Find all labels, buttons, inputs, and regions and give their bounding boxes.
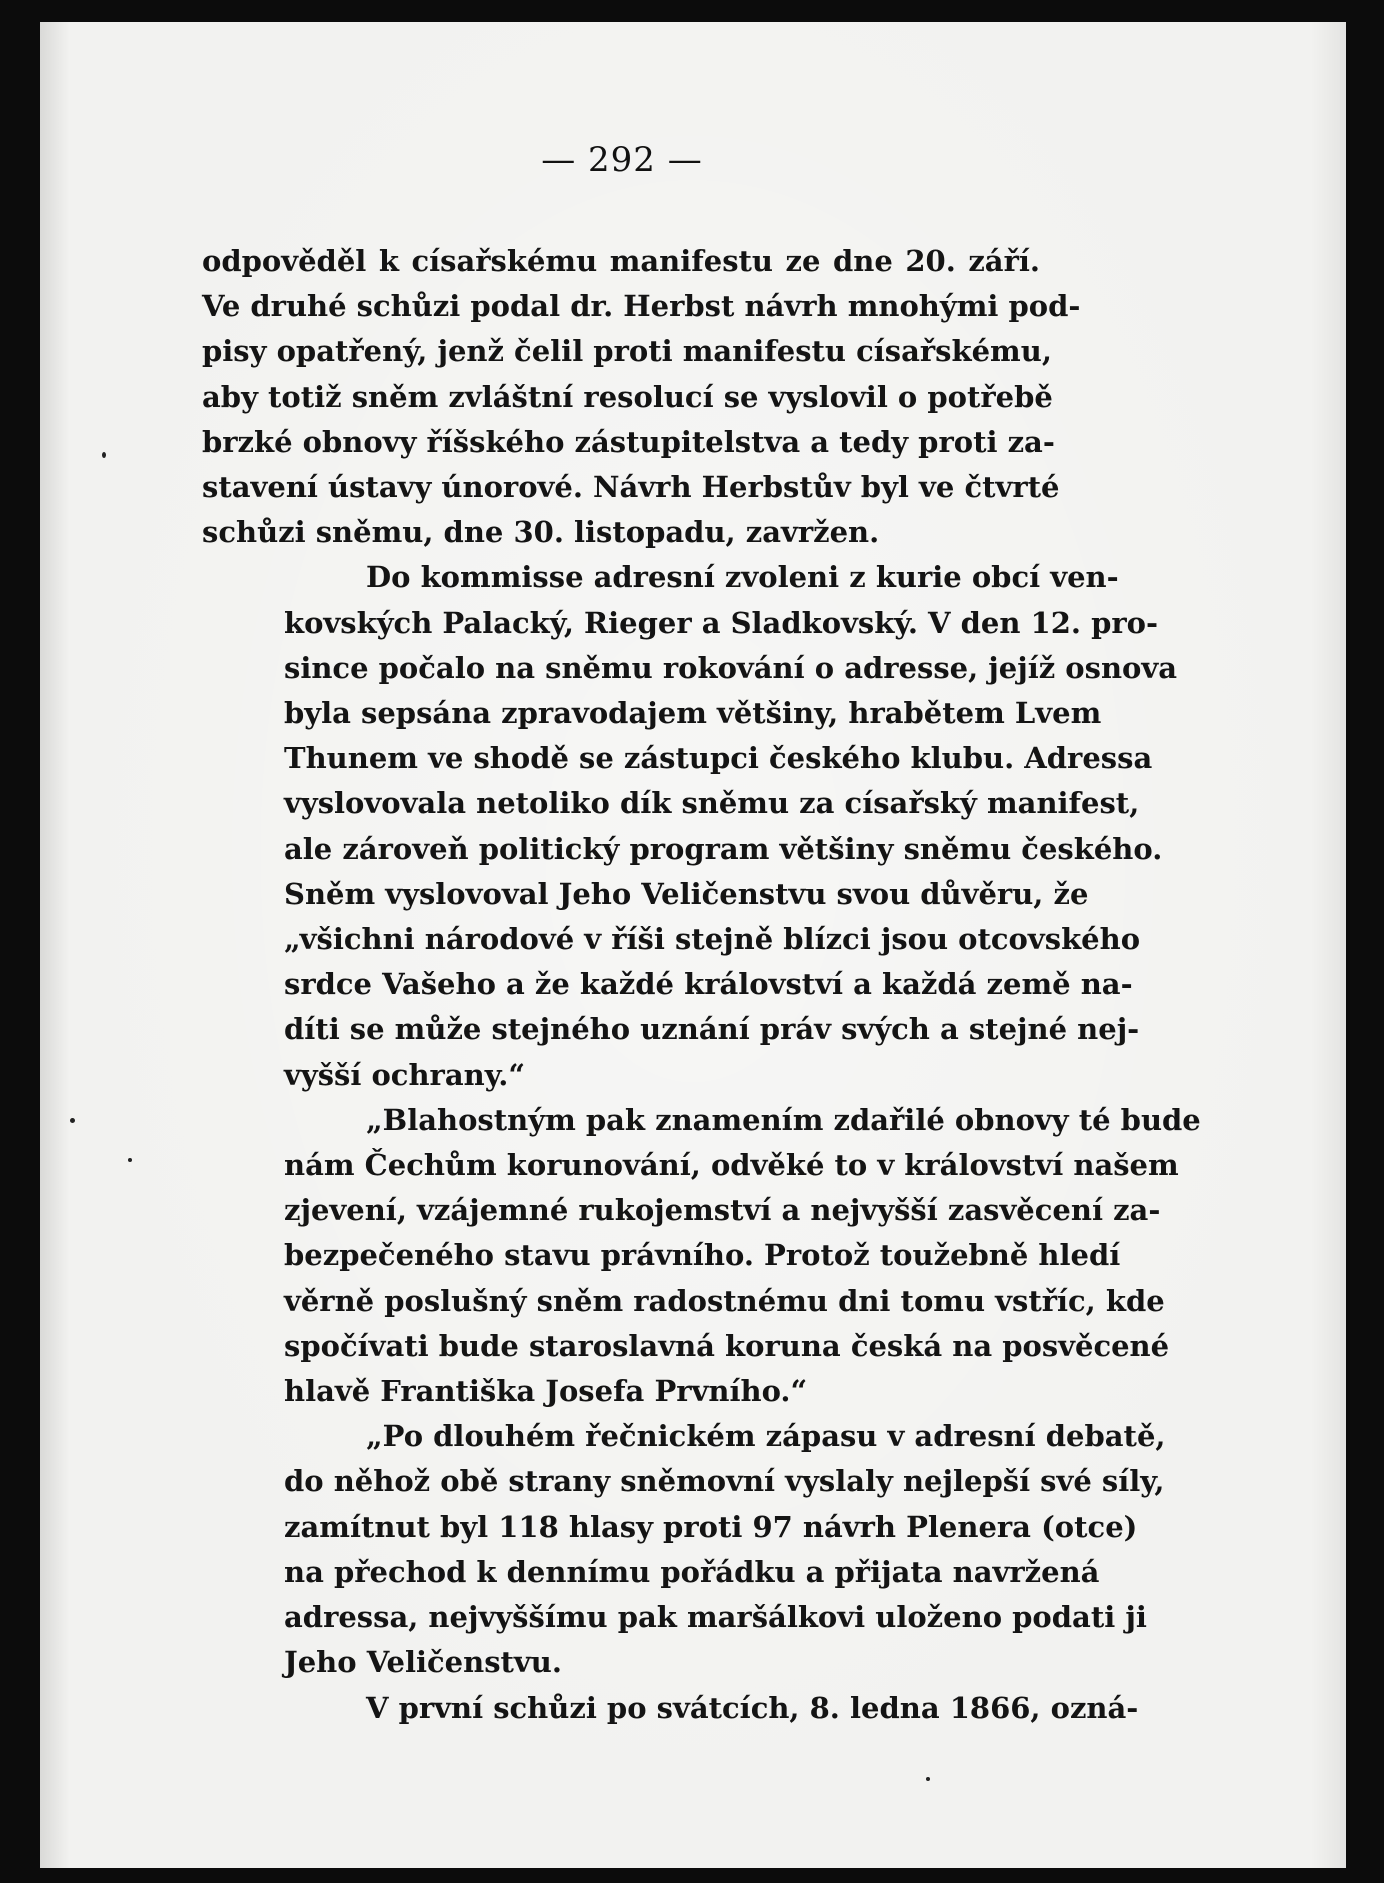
text-line: na přechod k dennímu pořádku a přijata navržená xyxy=(284,1554,1100,1589)
text-line: spočívati bude staroslavná koruna česká na posvěcené xyxy=(284,1328,1170,1363)
speck-mark xyxy=(102,452,106,458)
text-line: hlavě Františka Josefa Prvního.“ xyxy=(284,1374,808,1409)
speck-mark xyxy=(70,1118,75,1123)
paragraph xyxy=(202,555,1178,1097)
text-line: zamítnut byl 118 hlasy proti 97 návrh Plenera (otce) xyxy=(284,1509,1138,1544)
text-line: díti se může stejného uznání práv svých a stejné nej- xyxy=(284,1012,1140,1047)
text-line: stavení ústavy únorové. Návrh Herbstův byl ve čtvrté xyxy=(202,470,1060,505)
text-line: kovských Palacký, Rieger a Sladkovský. V den 12. pro- xyxy=(284,605,1159,640)
text-line: Thunem ve shodě se zástupci českého klubu. Adressa xyxy=(284,741,1153,776)
paragraph xyxy=(202,1686,1139,1731)
text-line: „Blahostným pak znamením zdařilé obnovy té bude xyxy=(366,1102,1201,1137)
text-line: zjevení, vzájemné rukojemství a nejvyšší zasvěcení za- xyxy=(284,1193,1161,1228)
text-line: ale zároveň politický program většiny sněmu českého. xyxy=(284,831,1163,866)
speck-mark xyxy=(926,1777,930,1781)
text-line: Sněm vyslovoval Jeho Veličenstvu svou důvěru, že xyxy=(284,876,1089,911)
text-line: aby totiž sněm zvláštní resolucí se vyslovil o potřebě xyxy=(202,379,1053,414)
text-line: V první schůzi po svátcích, 8. ledna 1866, ozná- xyxy=(366,1690,1139,1725)
text-line: Do kommisse adresní zvoleni z kurie obcí ven- xyxy=(366,560,1119,595)
text-line: srdce Vašeho a že každé království a každá země na- xyxy=(284,967,1133,1002)
speck-mark xyxy=(128,1158,132,1162)
text-line: bezpečeného stavu právního. Protož toužebně hledí xyxy=(284,1238,1121,1273)
text-line: adressa, nejvyššímu pak maršálkovi uloženo podati ji xyxy=(284,1600,1147,1635)
text-line: vyslovovala netoliko dík sněmu za císařský manifest, xyxy=(284,786,1140,821)
text-line: since počalo na sněmu rokování o adresse, jejíž osnova xyxy=(284,650,1178,685)
text-line: odpověděl k císařskému manifestu ze dne 20. září. xyxy=(202,244,1040,278)
text-line: byla sepsána zpravodajem většiny, hrabětem Lvem xyxy=(284,696,1102,731)
text-line: věrně poslušný sněm radostnému dni tomu vstříc, kde xyxy=(284,1283,1165,1318)
paragraph xyxy=(202,239,1081,555)
paragraph xyxy=(202,1098,1201,1414)
text-line: vyšší ochrany.“ xyxy=(284,1057,526,1092)
text-line: do něhož obě strany sněmovní vyslaly nejlepší své síly, xyxy=(284,1464,1165,1499)
text-line: brzké obnovy říšského zástupitelstva a tedy proti za- xyxy=(202,424,1055,459)
paragraph xyxy=(202,1414,1166,1685)
text-line: schůzi sněmu, dne 30. listopadu, zavržen. xyxy=(202,515,880,550)
text-line: nám Čechům korunování, odvěké to v království našem xyxy=(284,1148,1179,1183)
text-line: Jeho Veličenstvu. xyxy=(284,1645,562,1680)
page-number: — 292 — xyxy=(541,140,703,180)
text-line: „Po dlouhém řečnickém zápasu v adresní debatě, xyxy=(366,1419,1166,1454)
text-line: Ve druhé schůzi podal dr. Herbst návrh mnohými pod- xyxy=(202,289,1081,324)
text-line: pisy opatřený, jenž čelil proti manifestu císařskému, xyxy=(202,334,1052,369)
body-text xyxy=(202,239,1201,1731)
text-line: „všichni národové v říši stejně blízci jsou otcovského xyxy=(284,922,1141,957)
